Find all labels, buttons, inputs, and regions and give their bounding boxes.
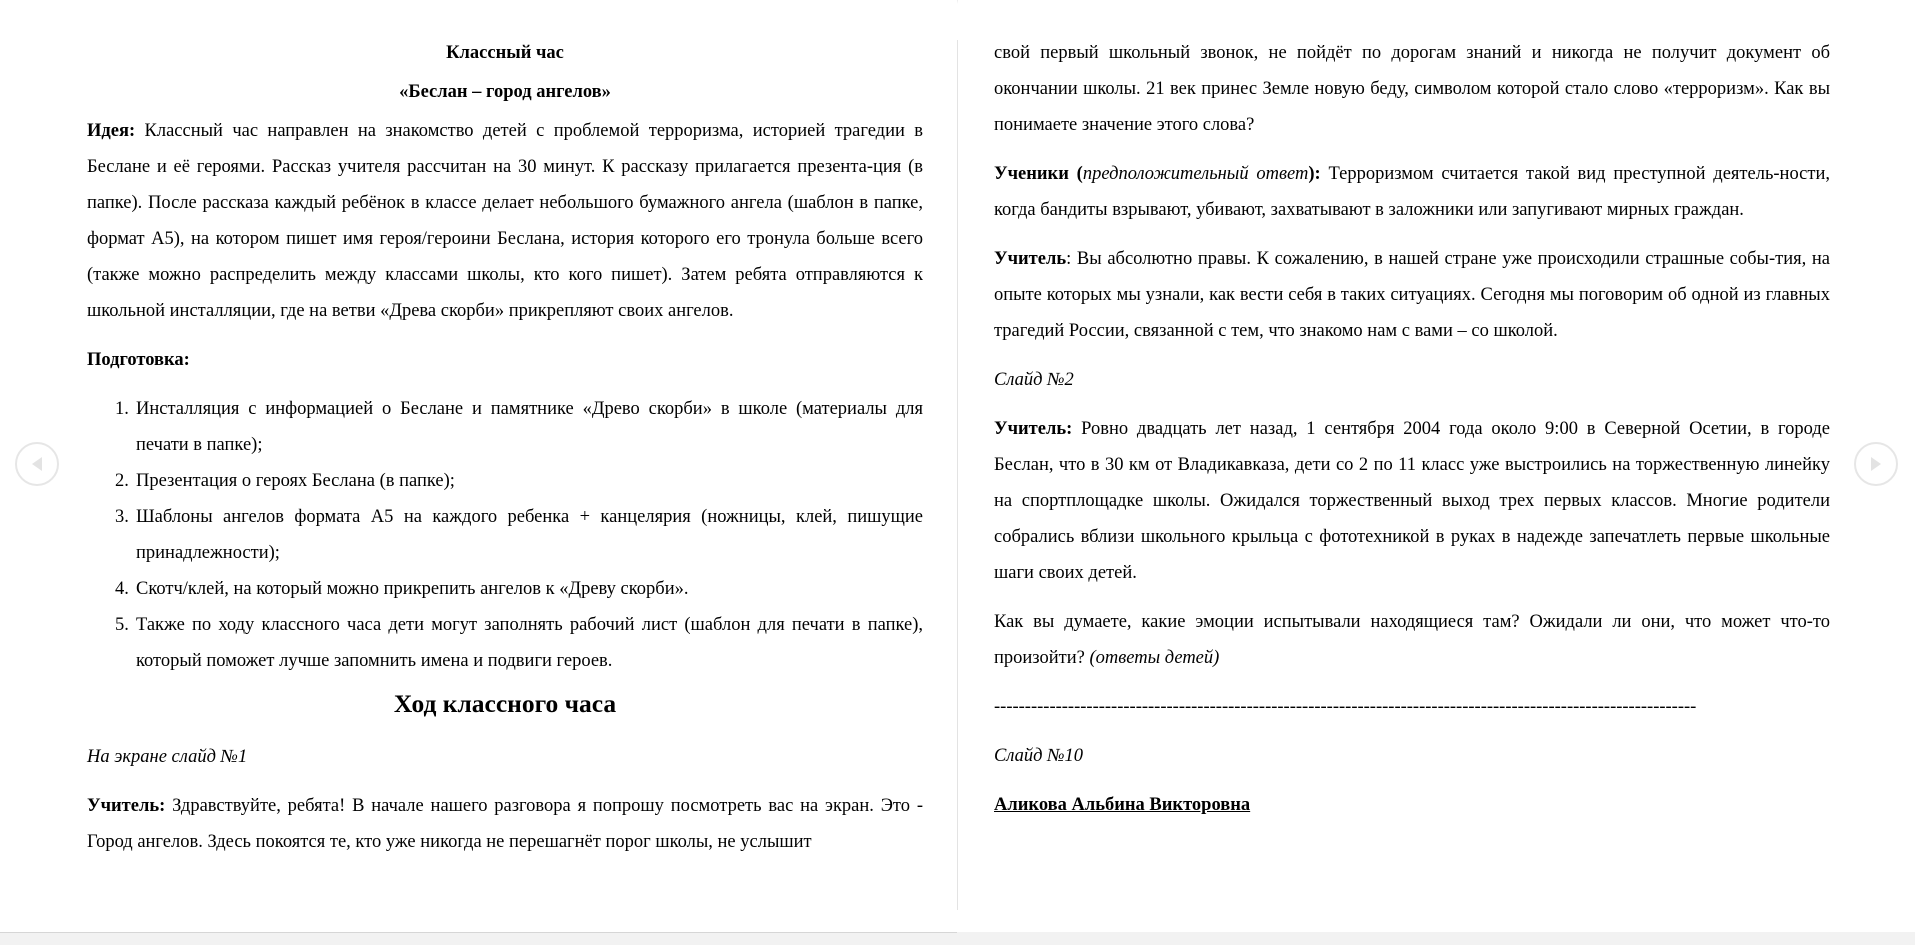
continued-paragraph: свой первый школьный звонок, не пойдёт по дорогам знаний и никогда не получит документ об окончании школы. 21 век принес Земле новую беду, символом которой стало слово «терроризм». Как вы понимаете значение этого слова?: [994, 43, 1830, 135]
teacher-label: Учитель:: [87, 796, 166, 816]
document-page-right: [958, 0, 1915, 932]
list-item: [87, 499, 923, 571]
teacher-text: Здравствуйте, ребята! В начале нашего разговора я попрошу посмотреть вас на экран. Это - Город ангелов. Здесь покоятся те, кто уже никогда не перешагнёт порог школы, не услышит: [87, 796, 923, 852]
list-item-text: Также по ходу классного часа дети могут заполнять рабочий лист (шаблон для печати в папке), который поможет лучше запомнить имена и подвиги героев.: [136, 615, 923, 671]
list-item-text: Презентация о героях Беслана (в папке);: [136, 471, 455, 491]
slide1-note-text: На экране слайд №1: [87, 747, 248, 767]
idea-text: Классный час направлен на знакомство детей с проблемой терроризма, историей трагедии в Беслане и её героями. Рассказ учителя рассчитан на 30 минут. К рассказу прилагается презента-ция (в папке). После рассказа каждый ребёнок в классе делает небольшого бумажного ангела (шаблон в папке, формат А5), на котором пишет имя героя/героини Беслана, история которого его тронула больше всего (также можно распределить между классами школы, кто кого пишет). Затем ребята отправляются к школьной инсталляции, где на ветви «Древа скорби» прикрепляют своих ангелов.: [87, 121, 923, 321]
bottom-bar: [0, 932, 1915, 945]
teacher2-label: Учитель:: [994, 419, 1073, 439]
teacher1-paragraph: [994, 241, 1830, 349]
slide2-text: Слайд №2: [994, 370, 1074, 390]
list-item-number: 3.: [115, 507, 129, 527]
slide10-text: Слайд №10: [994, 746, 1084, 766]
teacher2-text: Ровно двадцать лет назад, 1 сентября 2004 года около 9:00 в Северной Осетии, в городе Беслан, что в 30 км от Владикавказа, дети со 2 по 11 класс уже выстроились на торжественную линейку на спортплощадке школы. Ожидался торжественный выход трех первых классов. Многие родители собрались вблизи школьного крыльца с фототехникой в руках в надежде запечатлеть первые школьные шаги своих детей.: [994, 419, 1830, 583]
question-paragraph: [994, 604, 1830, 676]
list-item: [87, 571, 923, 607]
preparation-label: Подготовка:: [87, 350, 190, 370]
students-label-italic: предположительный ответ: [1082, 164, 1309, 184]
students-label: [994, 164, 1321, 184]
bottom-left-border: [0, 932, 957, 933]
author-name: Аликова Альбина Викторовна: [994, 795, 1251, 815]
question-text: Как вы думаете, какие эмоции испытывали находящиеся там? Ожидали ли они, что может что-то произойти?: [994, 612, 1830, 668]
students-text: Терроризмом считается такой вид преступной деятель-ности, когда бандиты взрывают, убивают, захватывают в заложники или запугивают мирных граждан.: [994, 164, 1830, 220]
next-page-button[interactable]: [1854, 442, 1898, 486]
chevron-left-icon: [29, 455, 45, 473]
course-title: Ход классного часа: [393, 689, 617, 718]
students-label-b: ):: [1308, 164, 1321, 184]
preparation-list: [87, 391, 923, 679]
list-item-text: Инсталляция с информацией о Беслане и памятнике «Древо скорби» в школе (материалы для печати в папке);: [136, 399, 923, 455]
students-label-a: Ученики (: [994, 164, 1083, 184]
list-item: [87, 391, 923, 463]
page-left-content: [87, 35, 923, 873]
list-item-text: Шаблоны ангелов формата А5 на каждого ребенка + канцелярия (ножницы, клей, пишущие принадлежности);: [136, 507, 923, 563]
idea-label: Идея:: [87, 121, 136, 141]
document-subtitle: «Беслан – город ангелов»: [399, 82, 611, 102]
chevron-right-icon: [1868, 455, 1884, 473]
teacher1-text: : Вы абсолютно правы. К сожалению, в нашей стране уже происходили страшные собы-тия, на опыте которых мы узнали, как вести себя в таких ситуациях. Сегодня мы поговорим об одной из главных трагедий России, связанной с тем, что знакомо нам с вами – со школой.: [994, 249, 1830, 341]
list-item-number: 5.: [115, 615, 129, 635]
slide10-note: [994, 738, 1830, 774]
students-paragraph: [994, 156, 1830, 228]
list-item: [87, 607, 923, 679]
slide2-note: [994, 362, 1830, 398]
document-page-left: [0, 0, 957, 932]
teacher2-paragraph: [994, 411, 1830, 591]
document-title: Классный час: [446, 43, 564, 63]
idea-paragraph: [87, 113, 923, 329]
author-line: [994, 787, 1830, 823]
list-item: [87, 463, 923, 499]
question-italic: (ответы детей): [1089, 648, 1220, 668]
teacher-paragraph: [87, 788, 923, 860]
slide1-note: [87, 739, 923, 775]
dashed-separator: ------------------------------------------------------------------------------------------------------------------: [994, 697, 1697, 717]
teacher1-label: Учитель: [994, 249, 1067, 269]
list-item-number: 2.: [115, 471, 129, 491]
prev-page-button[interactable]: [15, 442, 59, 486]
list-item-number: 1.: [115, 399, 129, 419]
list-item-number: 4.: [115, 579, 129, 599]
list-item-text: Скотч/клей, на который можно прикрепить ангелов к «Древу скорби».: [136, 579, 689, 599]
preparation-heading: [87, 342, 923, 378]
page-right-content: [994, 35, 1830, 836]
